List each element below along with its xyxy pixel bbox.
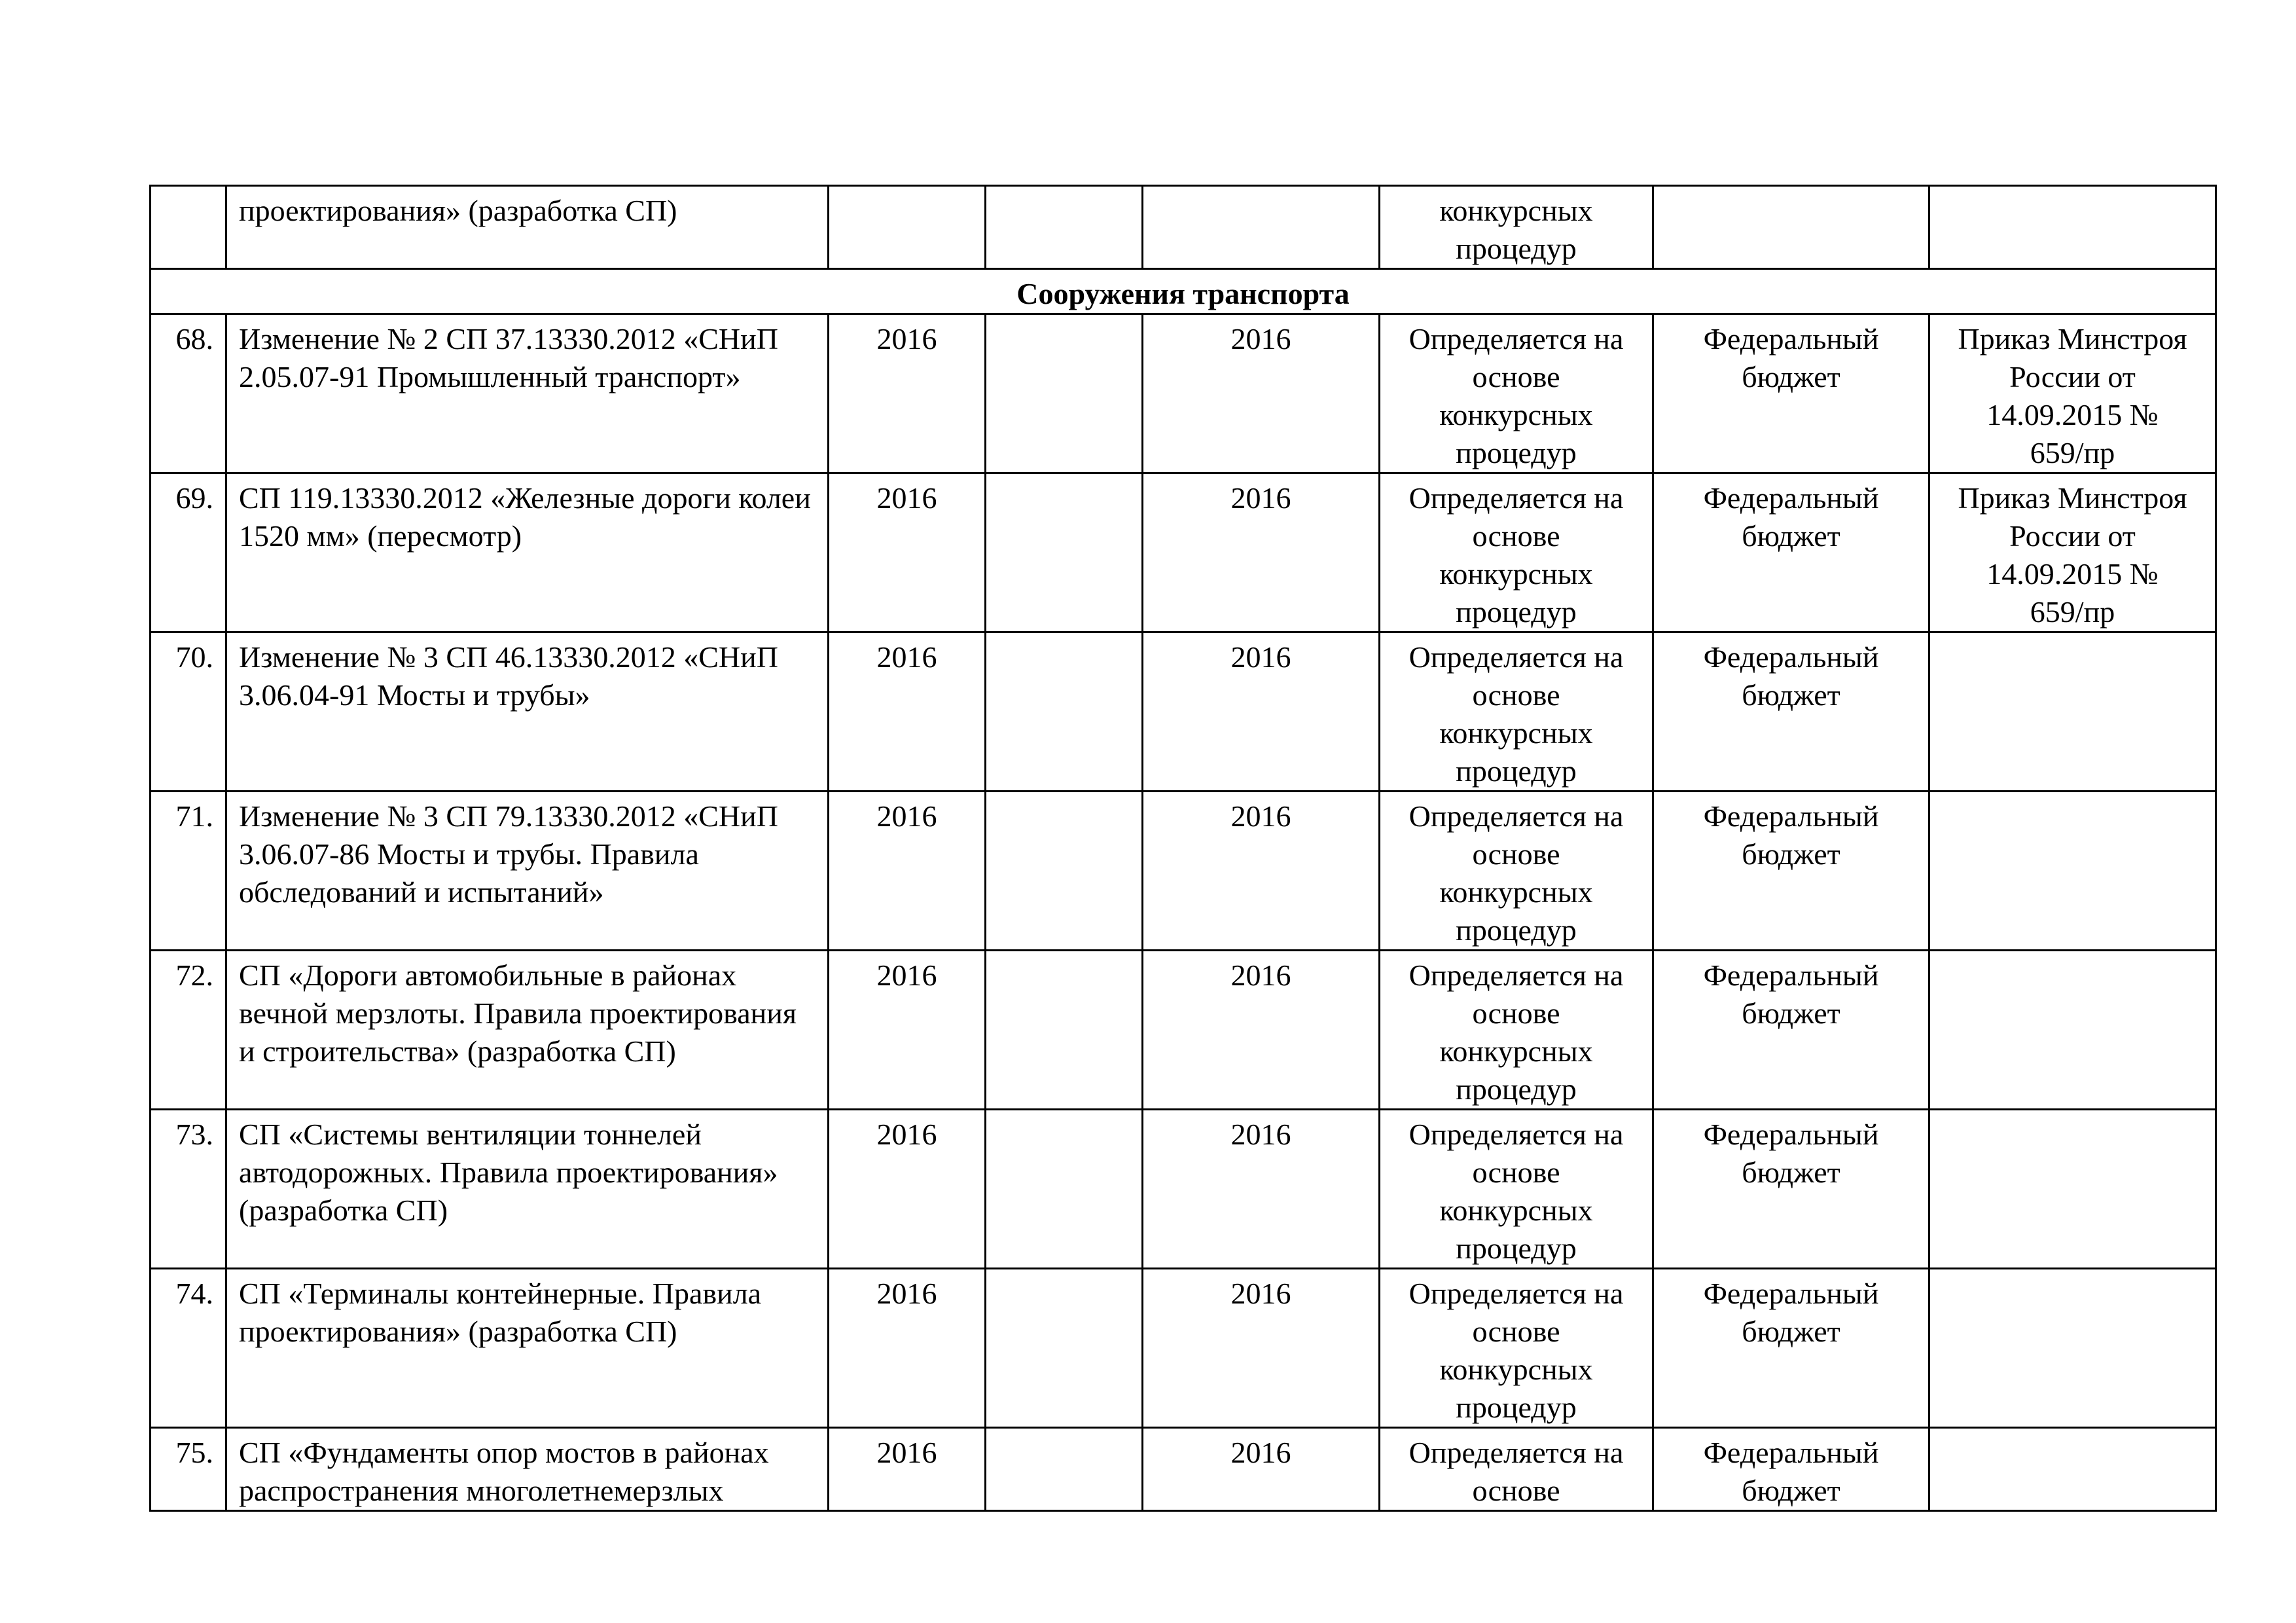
continuation-col3-cell: [986, 186, 1143, 269]
row-number: 69.: [151, 473, 226, 632]
funding-source-line: бюджет: [1742, 519, 1840, 553]
end-year: 2016: [1143, 314, 1380, 473]
continuation-start-cell: [829, 186, 986, 269]
continuation-name-cell: проектирования» (разработка СП): [226, 186, 829, 269]
document-name: Изменение № 2 СП 37.13330.2012 «СНиП 2.05.07-91 Промышленный транспорт»: [226, 314, 829, 473]
financing-cell: [1380, 1110, 1653, 1269]
financing-line: процедур: [1456, 1072, 1577, 1106]
financing-cell: [1380, 632, 1653, 792]
funding-source-cell: [1653, 314, 1929, 473]
row-number: 68.: [151, 314, 226, 473]
empty-column-cell: [986, 632, 1143, 792]
funding-source-line: бюджет: [1742, 1156, 1840, 1189]
financing-line: конкурсных: [1439, 875, 1593, 909]
financing-cell: [1380, 1269, 1653, 1428]
financing-line: основе: [1472, 678, 1560, 712]
financing-line: процедур: [1456, 595, 1577, 629]
financing-line: основе: [1472, 996, 1560, 1030]
section-row: [151, 269, 2216, 314]
financing-line: Определяется на: [1408, 1277, 1624, 1310]
financing-line: основе: [1472, 360, 1560, 393]
row-number: 73.: [151, 1110, 226, 1269]
document-name: СП «Системы вентиляции тоннелей автодорожных. Правила проектирования» (разработка СП): [226, 1110, 829, 1269]
financing-line: процедур: [1456, 754, 1577, 788]
row-number: 70.: [151, 632, 226, 792]
financing-line: Определяется на: [1408, 958, 1624, 992]
basis-line: 659/пр: [2030, 595, 2115, 629]
table-row: [151, 1269, 2216, 1428]
table-body: [151, 186, 2216, 1511]
basis-cell: [1929, 1269, 2216, 1428]
empty-column-cell: [986, 1428, 1143, 1511]
financing-line: основе: [1472, 1156, 1560, 1189]
basis-line: 14.09.2015 №: [1986, 557, 2159, 591]
section-title: Сооружения транспорта: [151, 269, 2216, 314]
financing-line: процедур: [1456, 1391, 1577, 1424]
continuation-end-cell: [1143, 186, 1380, 269]
plan-table: [149, 185, 2217, 1512]
start-year: 2016: [829, 473, 986, 632]
continuation-basis-cell: [1929, 186, 2216, 269]
financing-line: Определяется на: [1408, 640, 1624, 674]
table-row: [151, 473, 2216, 632]
funding-source-cell: [1653, 1110, 1929, 1269]
continuation-financing-line: конкурсных: [1439, 194, 1593, 227]
funding-source-line: бюджет: [1742, 837, 1840, 871]
row-number: 71.: [151, 792, 226, 951]
financing-line: конкурсных: [1439, 557, 1593, 591]
financing-line: основе: [1472, 1474, 1560, 1507]
financing-line: конкурсных: [1439, 716, 1593, 750]
funding-source-line: Федеральный: [1703, 322, 1879, 356]
document-name: СП «Фундаменты опор мостов в районах распространения многолетнемерзлых: [226, 1428, 829, 1511]
funding-source-line: бюджет: [1742, 360, 1840, 393]
empty-column-cell: [986, 473, 1143, 632]
basis-line: Приказ Минстроя: [1958, 481, 2187, 515]
financing-line: процедур: [1456, 913, 1577, 947]
empty-column-cell: [986, 1110, 1143, 1269]
end-year: 2016: [1143, 792, 1380, 951]
financing-cell: [1380, 951, 1653, 1110]
funding-source-cell: [1653, 792, 1929, 951]
document-name: Изменение № 3 СП 46.13330.2012 «СНиП 3.06.04-91 Мосты и трубы»: [226, 632, 829, 792]
basis-cell: [1929, 792, 2216, 951]
end-year: 2016: [1143, 632, 1380, 792]
empty-column-cell: [986, 314, 1143, 473]
start-year: 2016: [829, 951, 986, 1110]
financing-line: основе: [1472, 519, 1560, 553]
financing-cell: [1380, 792, 1653, 951]
funding-source-line: бюджет: [1742, 1315, 1840, 1348]
start-year: 2016: [829, 314, 986, 473]
continuation-source-cell: [1653, 186, 1929, 269]
funding-source-line: Федеральный: [1703, 481, 1879, 515]
document-page: [149, 185, 2215, 1512]
funding-source-line: бюджет: [1742, 678, 1840, 712]
table-row: [151, 1110, 2216, 1269]
financing-line: конкурсных: [1439, 1034, 1593, 1068]
end-year: 2016: [1143, 1269, 1380, 1428]
table-row: [151, 1428, 2216, 1511]
document-name: СП «Дороги автомобильные в районах вечной мерзлоты. Правила проектирования и строительства» (разработка СП): [226, 951, 829, 1110]
financing-line: конкурсных: [1439, 1194, 1593, 1227]
start-year: 2016: [829, 632, 986, 792]
basis-line: России от: [2009, 519, 2136, 553]
empty-column-cell: [986, 951, 1143, 1110]
financing-line: Определяется на: [1408, 1118, 1624, 1151]
financing-cell: [1380, 1428, 1653, 1511]
document-name: Изменение № 3 СП 79.13330.2012 «СНиП 3.06.07-86 Мосты и трубы. Правила обследований и испытаний»: [226, 792, 829, 951]
document-name: СП «Терминалы контейнерные. Правила проектирования» (разработка СП): [226, 1269, 829, 1428]
table-row: [151, 632, 2216, 792]
funding-source-cell: [1653, 632, 1929, 792]
start-year: 2016: [829, 1428, 986, 1511]
funding-source-line: Федеральный: [1703, 1436, 1879, 1469]
funding-source-line: Федеральный: [1703, 640, 1879, 674]
financing-line: процедур: [1456, 436, 1577, 469]
continuation-financing-cell: [1380, 186, 1653, 269]
financing-line: процедур: [1456, 1231, 1577, 1265]
financing-line: Определяется на: [1408, 481, 1624, 515]
basis-cell: [1929, 951, 2216, 1110]
empty-column-cell: [986, 1269, 1143, 1428]
basis-line: 14.09.2015 №: [1986, 398, 2159, 431]
end-year: 2016: [1143, 473, 1380, 632]
continuation-num-cell: [151, 186, 226, 269]
end-year: 2016: [1143, 1428, 1380, 1511]
funding-source-line: Федеральный: [1703, 799, 1879, 833]
row-number: 74.: [151, 1269, 226, 1428]
financing-line: конкурсных: [1439, 398, 1593, 431]
basis-cell: [1929, 632, 2216, 792]
funding-source-cell: [1653, 1269, 1929, 1428]
basis-line: России от: [2009, 360, 2136, 393]
basis-cell: [1929, 473, 2216, 632]
financing-line: Определяется на: [1408, 1436, 1624, 1469]
basis-line: Приказ Минстроя: [1958, 322, 2187, 356]
funding-source-line: бюджет: [1742, 1474, 1840, 1507]
start-year: 2016: [829, 1269, 986, 1428]
table-row: [151, 314, 2216, 473]
funding-source-line: Федеральный: [1703, 1277, 1879, 1310]
financing-line: основе: [1472, 1315, 1560, 1348]
row-number: 72.: [151, 951, 226, 1110]
funding-source-cell: [1653, 473, 1929, 632]
end-year: 2016: [1143, 1110, 1380, 1269]
row-number: 75.: [151, 1428, 226, 1511]
funding-source-cell: [1653, 1428, 1929, 1511]
empty-column-cell: [986, 792, 1143, 951]
continuation-financing-line: процедур: [1456, 232, 1577, 265]
basis-cell: [1929, 1428, 2216, 1511]
end-year: 2016: [1143, 951, 1380, 1110]
funding-source-line: Федеральный: [1703, 1118, 1879, 1151]
table-row: [151, 951, 2216, 1110]
financing-cell: [1380, 473, 1653, 632]
financing-cell: [1380, 314, 1653, 473]
financing-line: Определяется на: [1408, 799, 1624, 833]
table-row: [151, 792, 2216, 951]
funding-source-line: Федеральный: [1703, 958, 1879, 992]
financing-line: Определяется на: [1408, 322, 1624, 356]
document-name: СП 119.13330.2012 «Железные дороги колеи 1520 мм» (пересмотр): [226, 473, 829, 632]
funding-source-cell: [1653, 951, 1929, 1110]
start-year: 2016: [829, 792, 986, 951]
basis-cell: [1929, 314, 2216, 473]
basis-line: 659/пр: [2030, 436, 2115, 469]
start-year: 2016: [829, 1110, 986, 1269]
financing-line: конкурсных: [1439, 1353, 1593, 1386]
basis-cell: [1929, 1110, 2216, 1269]
funding-source-line: бюджет: [1742, 996, 1840, 1030]
financing-line: основе: [1472, 837, 1560, 871]
continuation-row: [151, 186, 2216, 269]
